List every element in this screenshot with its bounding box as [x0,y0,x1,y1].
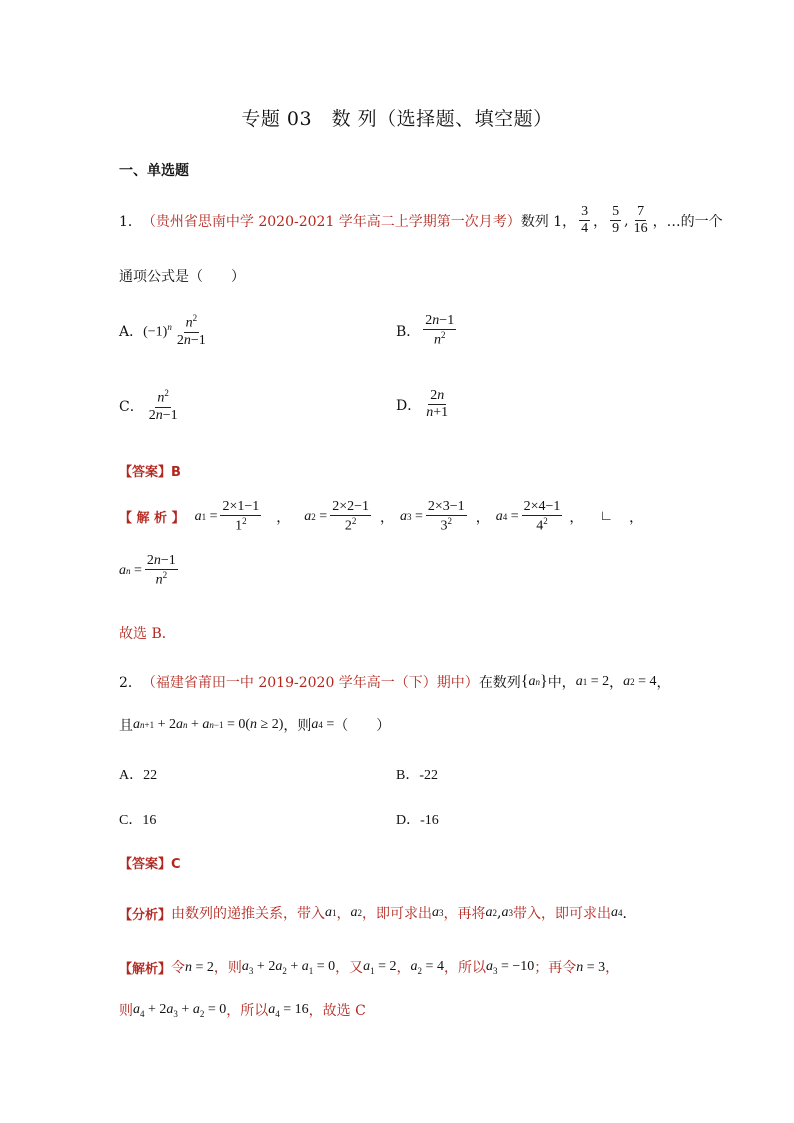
q1-option-c [119,388,183,424]
q2-option-b: B．-22 [396,768,438,783]
q1-general-term: a n = $\frac{2n-1}{n^2}$ [119,553,176,588]
q1-option-a: A． $(-1)^n$ $\frac{n^2}{2n-1}$ [119,313,206,348]
q1-source: （贵州省思南中学 2020-2021 学年高二上学期第一次月考） [141,213,521,230]
q2-stem: 2． （福建省莆田一中 2019-2020 学年高一（下）期中） 在数列 { a n } 中， a 1 = 2 ， a 2 = 4 ， [119,673,671,691]
q1-number: 1． [119,213,142,230]
q2-option-d: D．-16 [396,813,439,828]
q1-option-d [396,388,453,421]
q2-number: 2． [119,675,142,691]
q2-stem-text-a: 在数列 [478,675,521,691]
q2-jiexi-label: 【解析】 [119,961,172,977]
q2-jiexi-text-6: 则 [119,1003,133,1019]
option-d-label: D． [396,397,422,414]
q2-jiexi-text-5: ；再令 [534,960,577,976]
q2-stem-text-b: 中， [547,675,576,691]
q2-jiexi-text-3: ，又 [335,960,364,976]
option-b-label: B． [396,323,421,340]
q2-answer: 【答案】C [119,857,181,872]
option-b-fraction: $\frac{2n-1}{n^2}$ [425,313,455,348]
q2-jiexi-text-8: ，故选 C [308,1003,366,1019]
q2-source: （福建省莆田一中 2019-2020 学年高一（下）期中） [141,675,479,691]
q1-seq-fraction-1: $\frac{3}{4}$ [581,204,589,237]
q2-stem-text-e: （ ） [334,718,391,734]
q2-stem-text-c: 且 [119,718,133,734]
q2-jiexi-text-1: 令 [171,960,186,976]
option-c-label: C． [119,398,144,415]
q1-analysis: 【 解 析 】 a 1 = $\frac{2\times 1-1}{1^2}$ ， a 2 = $\frac{2\times 2-1}{2^2}$ ， a 3 = $\frac{2\times 3-1}{3^2}$ ， a 4 = $\frac{2\times 4-1}{4^2}$ ， ∟ ， [119,499,644,534]
q1-conclusion: 故选 B． [119,626,176,642]
option-c-fraction: $\frac{n^2}{2n-1}$ [148,388,178,423]
q1-seq-fraction-3: $\frac{7}{16}$ [633,204,648,237]
q1-stem-line2: 通项公式是（ ） [119,269,245,285]
option-a-fraction: $\frac{n^2}{2n-1}$ [176,313,206,348]
q2-jiexi-line2: 则 $a_4 + 2a_3 + a_2 = 0$ ，所以 $a_4 = 16$ ，故选 C [119,1000,366,1020]
q1-option-b [396,313,459,349]
page-title: 专题 03 数 列（选择题、填空题） [241,108,553,130]
q2-jiexi-text-7: ，所以 [226,1003,269,1019]
q2-stem-line2: 且 a n +1 + 2 a n + a n −1 = 0( n ≥ 2) ，则 a 4 = （ ） [119,717,391,734]
q1-seq-fraction-2: $\frac{5}{9}$ [612,204,620,237]
q2-jiexi-text-2: ，则 [213,960,242,976]
q2-option-c: C．16 [119,813,157,828]
q2-fenxi-text-1: 由数列的递推关系，带入 [171,906,326,922]
q2-option-a: A．22 [119,768,158,783]
q2-jiexi-text-4: ，所以 [443,960,486,976]
q1-stem-text-a: 数列 1， [520,213,577,230]
option-a-label: A． [119,323,144,340]
q1-answer: 【答案】B [119,465,181,480]
q2-fenxi-text-4: 带入，即可求出 [512,906,611,922]
q2-stem-text-d: ，则 [283,718,312,734]
q1-stem: 1． （贵州省思南中学 2020-2021 学年高二上学期第一次月考） 数列 1， $\frac{3}{4}$ ， $\frac{5}{9}$ , $\frac{7}{16}$ ，…的一个 [119,204,723,237]
q1-stem-text-b: ，…的一个 [652,213,723,230]
q1-analysis-label: 【 解 析 】 [119,511,185,527]
q2-jiexi: 【解析】 令 n = 2 ，则 $a_3 + 2a_2 + a_1 = 0$ ，又 $a_1 = 2$ ， $a_2 = 4$ ，所以 $a_3 = -10$ ；再令 n = 3 ， [119,957,619,977]
q2-fenxi: 【分析】 由数列的递推关系，带入 a 1 ， a 2 ，即可求出 a 3 ，再将 a 2 , a 3 带入，即可求出 a 4 ． [119,905,637,923]
option-d-fraction: $\frac{2n}{n+1}$ [426,388,449,421]
q2-fenxi-label: 【分析】 [119,907,172,923]
q2-fenxi-text-3: ，再将 [443,906,486,922]
q2-fenxi-text-2: ，即可求出 [362,906,433,922]
section-heading: 一、单选题 [119,163,189,179]
